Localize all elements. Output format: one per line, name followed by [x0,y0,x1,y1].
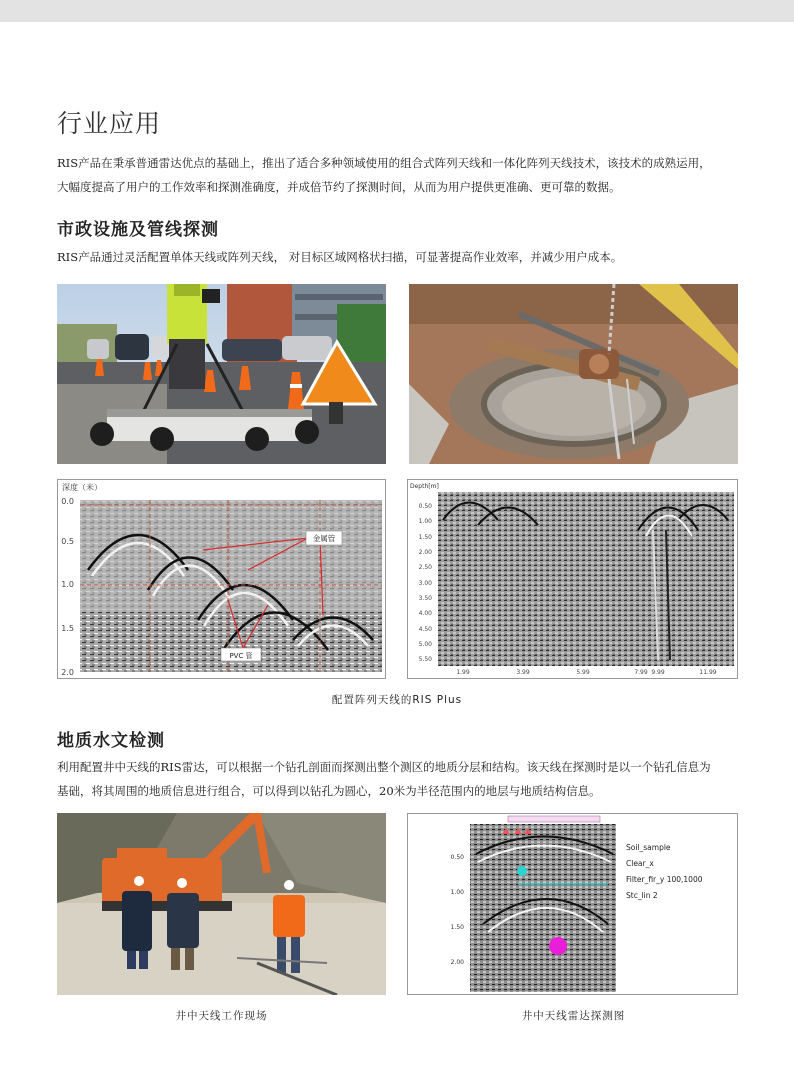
page-title: 行业应用 [57,109,162,138]
depth-tick: 1.00 [418,518,432,525]
distance-tick: 5.99 [576,669,590,676]
distance-tick: 7.99 [634,669,648,676]
legend-entry: Clear_x [626,859,654,868]
depth-tick: 0.50 [450,854,464,861]
legend-entry: Soil_sample [626,843,671,852]
depth-tick: 2.0 [61,668,74,677]
top-bar [0,0,794,22]
depth-tick: 0.50 [418,503,432,510]
radargram-array [407,479,738,679]
metal-pipe-label: 金属管 [312,534,336,543]
geology-paragraph [57,755,747,803]
municipal-heading: 市政设施及管线探测 [57,220,219,240]
geology-line-2: 基础，将其周围的地质信息进行组合，可以得到以钻孔为圆心，20米为半径范围内的地层与地质结构信息。 [57,784,601,798]
intro-line-2: 大幅度提高了用户的工作效率和探测准确度，并成倍节约了探测时间，从而为用户提供更准确、更可靠的数据。 [57,180,621,194]
depth-tick: 0.0 [61,497,74,506]
intro-paragraph [57,151,747,199]
radargram-pipes [57,479,386,679]
depth-tick: 5.00 [418,641,432,648]
depth-tick: 4.50 [418,626,432,633]
depth-tick: 0.5 [61,537,74,546]
depth-tick: 3.50 [418,595,432,602]
distance-tick: 9.99 [651,669,665,676]
depth-tick: 5.50 [418,656,432,663]
depth-tick: 2.00 [450,959,464,966]
radargram-pipes-depth-label: 深度（米） [62,483,102,492]
cyan-marker [517,866,527,876]
depth-tick: 2.00 [418,549,432,556]
geology-heading: 地质水文检测 [57,731,165,751]
depth-tick: 1.00 [450,889,464,896]
figure-caption-borehole-radar: 井中天线雷达探测图 [521,1010,626,1022]
geology-line-1: 利用配置井中天线的RIS雷达，可以根据一个钻孔剖面而探测出整个测区的地质分层和结构。该天线在探测时是以一个钻孔信息为 [57,760,711,774]
pvc-pipe-label: PVC 管 [229,652,253,660]
legend-entry: Filter_fir_y 100,1000 [626,875,703,884]
depth-tick: 1.5 [61,624,74,633]
borehole-site-photo [57,813,386,995]
distance-tick: 11.99 [699,669,717,676]
street-survey-photo [57,284,386,464]
distance-tick: 1.99 [456,669,470,676]
figure-caption-borehole-site: 井中天线工作现场 [175,1010,268,1022]
depth-tick: 3.00 [418,580,432,587]
magenta-marker [549,937,567,955]
pipe-excavation-photo [409,284,738,464]
figure-caption-ris-plus: 配置阵列天线的RIS Plus [331,694,463,706]
depth-tick: 1.0 [61,580,74,589]
distance-tick: 3.99 [516,669,530,676]
depth-tick: 1.50 [418,534,432,541]
legend-entry: Stc_lin 2 [626,891,658,900]
radargram-array-depth-label: Depth[m] [410,483,439,490]
borehole-radar-plot [407,813,738,995]
depth-tick: 1.50 [450,924,464,931]
depth-tick: 2.50 [418,564,432,571]
intro-line-1: RIS产品在秉承普通雷达优点的基础上，推出了适合多种领域使用的组合式阵列天线和一体化阵列天线技术，该技术的成熟运用， [57,156,711,170]
municipal-paragraph: RIS产品通过灵活配置单体天线或阵列天线， 对目标区域网格状扫描，可显著提高作业效率，并减少用户成本。 [57,250,623,264]
depth-tick: 4.00 [418,610,432,617]
